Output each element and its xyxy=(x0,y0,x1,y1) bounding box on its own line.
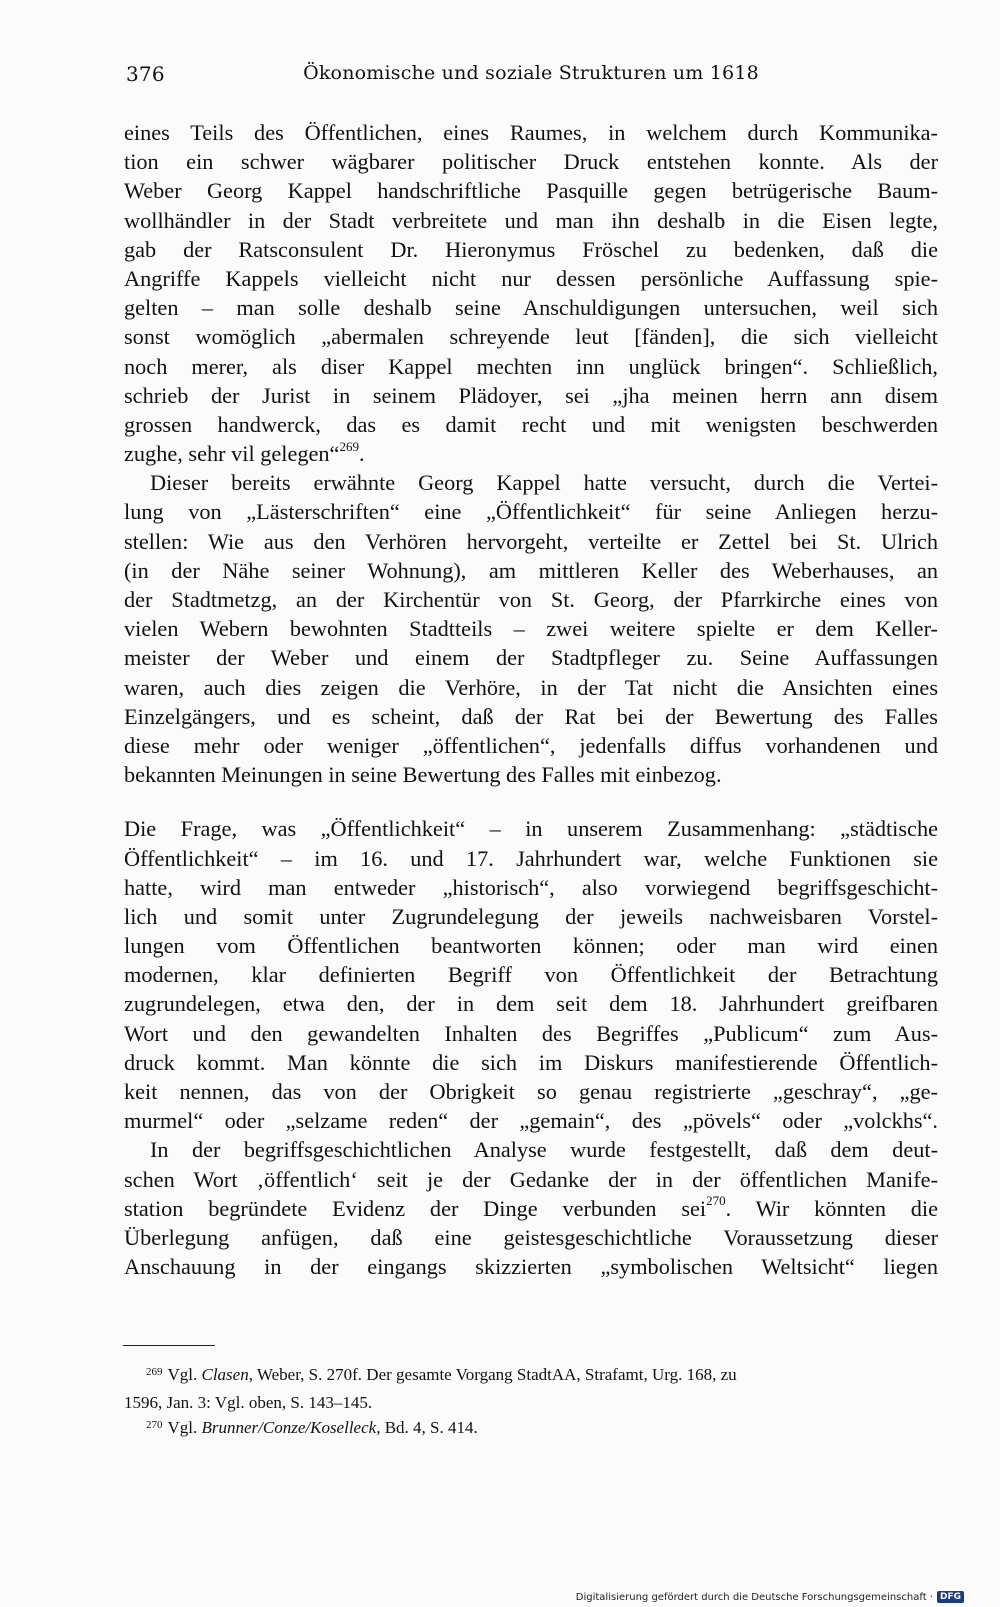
text-line: lich und somit unter Zugrundelegung der jeweils nachweisbaren Vorstel- xyxy=(124,903,938,929)
footnote-prefix: Vgl. xyxy=(167,1365,202,1384)
footnote-reference[interactable]: 270 xyxy=(706,1193,726,1209)
footnote-number: 270 xyxy=(146,1419,163,1431)
footnote-continuation: 1596, Jan. 3: Vgl. oben, S. 143–145. xyxy=(124,1393,373,1412)
text-line: hatte, wird man entweder „historisch“, also vorwiegend begriffsgeschicht- xyxy=(124,874,938,900)
footnote-number: 269 xyxy=(146,1366,163,1378)
footnote xyxy=(124,1362,938,1390)
text-line: Anschauung in der eingangs skizzierten „symbolischen Weltsicht“ liegen xyxy=(124,1254,938,1280)
main-text xyxy=(124,118,938,1281)
paragraph xyxy=(124,118,938,468)
text-line: Wort und den gewandelten Inhalten des Begriffes „Publicum“ zum Aus- xyxy=(124,1020,938,1046)
footnote-author: Clasen xyxy=(201,1365,249,1384)
text-line: vielen Webern bewohnten Stadtteils – zwei weitere spielte er dem Keller- xyxy=(124,616,938,642)
credit-text: Digitalisierung gefördert durch die Deutsche Forschungsgemeinschaft · xyxy=(575,1591,933,1603)
footnote-author: Brunner/Conze/Koselleck xyxy=(201,1418,377,1437)
text-line: der Stadtmetzg, an der Kirchentür von St. Georg, der Pfarrkirche eines von xyxy=(124,587,938,612)
text-line xyxy=(124,1194,938,1223)
footnote-text: , Weber, S. 270f. Der gesamte Vorgang StadtAA, Strafamt, Urg. 168, zu xyxy=(248,1365,737,1384)
text-line: Die Frage, was „Öffentlichkeit“ – in unserem Zusammenhang: „städtische xyxy=(124,816,938,842)
footnote-text: , Bd. 4, S. 414. xyxy=(376,1418,478,1437)
digitization-credit xyxy=(576,1591,964,1603)
text-segment: station begründete Evidenz der Dinge verbunden sei xyxy=(124,1195,707,1221)
text-line: wollhändler in der Stadt verbreitete und man ihn deshalb in die Eisen legte, xyxy=(124,207,938,233)
footnote xyxy=(124,1415,938,1443)
text-line: grossen handwerck, das es damit recht und mit wenigsten beschwerden xyxy=(124,411,938,437)
text-line: In der begriffsgeschichtlichen Analyse wurde festgestellt, daß dem deut- xyxy=(150,1137,938,1163)
text-line: Öffentlichkeit“ – im 16. und 17. Jahrhundert war, welche Funktionen sie xyxy=(124,845,938,871)
text-segment: zughe, sehr vil gelegen“ xyxy=(124,441,340,467)
text-line: schrieb der Jurist in seinem Plädoyer, sei „jha meinen herrn ann disem xyxy=(124,382,938,408)
footnotes xyxy=(124,1362,938,1443)
section-break xyxy=(124,789,938,814)
text-line: zugrundelegen, etwa den, der in dem seit dem 18. Jahrhundert greifbaren xyxy=(124,991,938,1017)
text-line: Einzelgängers, und es scheint, daß der Rat bei der Bewertung des Falles xyxy=(124,703,938,729)
text-line: schen Wort ‚öffentlich‘ seit je der Gedanke der in der öffentlichen Manife- xyxy=(124,1166,938,1192)
footnote-prefix: Vgl. xyxy=(167,1418,202,1437)
text-line: Angriffe Kappels vielleicht nicht nur dessen persönliche Auffassung spie- xyxy=(124,265,938,291)
text-line: gelten – man solle deshalb seine Anschuldigungen untersuchen, weil sich xyxy=(124,295,938,321)
footnote-divider xyxy=(123,1345,215,1346)
text-line: noch merer, als diser Kappel mechten inn unglück bringen“. Schließlich, xyxy=(124,353,938,379)
text-line: murmel“ oder „selzame reden“ der „gemain“, des „pövels“ oder „volckhs“. xyxy=(124,1108,938,1134)
paragraph xyxy=(124,814,938,1135)
text-line: waren, auch dies zeigen die Verhöre, in der Tat nicht die Ansichten eines xyxy=(124,674,938,700)
paragraph xyxy=(124,468,938,789)
text-line: sonst womöglich „abermalen schreyende leut [fänden], die sich vielleicht xyxy=(124,324,938,350)
text-line: Dieser bereits erwähnte Georg Kappel hatte versucht, durch die Vertei- xyxy=(150,470,938,496)
text-line: diese mehr oder weniger „öffentlichen“, jedenfalls diffus vorhandenen und xyxy=(124,732,938,758)
text-line: modernen, klar definierten Begriff von Öffentlichkeit der Betrachtung xyxy=(124,962,938,988)
text-line: keit nennen, das von der Obrigkeit so genau registrierte „geschray“, „ge- xyxy=(124,1079,938,1104)
text-line: lung von „Lästerschriften“ eine „Öffentlichkeit“ für seine Anliegen herzu- xyxy=(124,499,938,525)
text-line: Überlegung anfügen, daß eine geistesgeschichtliche Voraussetzung dieser xyxy=(124,1224,938,1250)
text-line xyxy=(124,439,938,468)
text-line: eines Teils des Öffentlichen, eines Raumes, in welchem durch Kommunika- xyxy=(124,120,938,145)
running-title: Ökonomische und soziale Strukturen um 1618 xyxy=(303,62,759,84)
text-segment: . Wir könnten die xyxy=(725,1195,938,1221)
text-line: tion ein schwer wägbarer politischer Druck entstehen konnte. Als der xyxy=(124,149,938,175)
text-line: druck kommt. Man könnte die sich im Diskurs manifestierende Öffentlich- xyxy=(124,1049,938,1075)
dfg-logo: DFG xyxy=(937,1591,964,1603)
paragraph xyxy=(124,1135,938,1281)
text-line: bekannten Meinungen in seine Bewertung des Falles mit einbezog. xyxy=(124,762,722,788)
text-segment: . xyxy=(358,441,365,467)
footnote-reference[interactable]: 269 xyxy=(339,438,359,454)
text-line: Weber Georg Kappel handschriftliche Pasquille gegen betrügerische Baum- xyxy=(124,178,938,204)
text-line: stellen: Wie aus den Verhören hervorgeht, verteilte er Zettel bei St. Ulrich xyxy=(124,528,938,554)
page-number: 376 xyxy=(126,62,165,86)
text-line: (in der Nähe seiner Wohnung), am mittleren Keller des Weberhauses, an xyxy=(124,557,938,583)
text-line: meister der Weber und einem der Stadtpfleger zu. Seine Auffassungen xyxy=(124,645,938,671)
text-line: lungen vom Öffentlichen beantworten können; oder man wird einen xyxy=(124,933,938,959)
text-line: gab der Ratsconsulent Dr. Hieronymus Fröschel zu bedenken, daß die xyxy=(124,236,938,262)
